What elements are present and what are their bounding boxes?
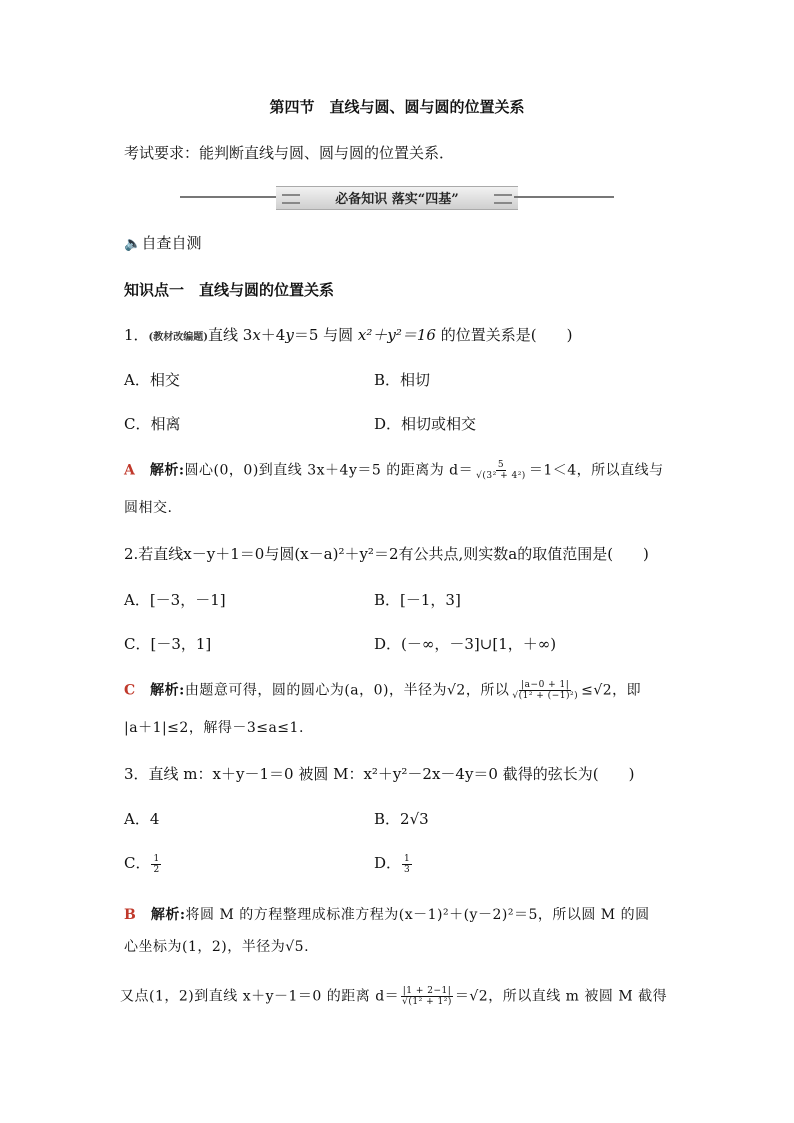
question-1-option-c: C．相离 (124, 415, 181, 433)
question-2-solution: C 解析:由题意可得，圆的圆心为(a，0)，半径为√2，所以 $\frac{|a-0 + 1|}{\text{√(1² + (−1)²)}}$ ≤√2，即 (124, 680, 642, 701)
question-3-stem: 3．直线 m：x＋y－1＝0 被圆 M：x²＋y²－2x－4y＝0 截得的弦长为( ) (124, 765, 635, 783)
question-3-option-c: C． $\frac{1}{2}$ (124, 853, 160, 875)
fraction: $\frac{|1 + 2-1|}{\text{√(1² + 1²)}}$ (402, 986, 452, 1007)
question-2-stem: 2.若直线x－y＋1＝0与圆(x－a)²＋y²＝2有公共点,则实数a的取值范围是( ) (124, 545, 649, 563)
fraction: $\frac{|a-0 + 1|}{\text{√(1² + (−1)²)}}$ (512, 680, 579, 701)
banner-text: 必备知识 落实“四基” (335, 192, 459, 207)
question-1-option-a: A．相交 (124, 371, 180, 389)
self-check-heading: 🔈自查自测 (124, 234, 202, 252)
question-tag: (教材改编题) (148, 332, 209, 343)
question-2-option-b: B．[－1，3] (374, 591, 461, 609)
question-3-solution-cont: 心坐标为(1，2)，半径为√5. (124, 939, 310, 955)
fraction: $\frac{5}{\text{√(3² + 4²)}}$ (476, 460, 526, 481)
question-2-option-a: A．[－3，－1] (124, 591, 226, 609)
answer-letter: C (124, 682, 136, 699)
section-banner (180, 186, 614, 208)
question-1-solution-cont: 圆相交. (124, 500, 173, 516)
question-2-solution-cont: |a＋1|≤2，解得－3≤a≤1. (124, 720, 304, 736)
question-3-option-d: D． $\frac{1}{3}$ (374, 853, 410, 875)
question-3-solution: B 解析:将圆 M 的方程整理成标准方程为(x－1)²＋(y－2)²＝5，所以圆 M 的圆 (124, 907, 650, 923)
question-2-option-d: D．(－∞，－3]∪[1，＋∞) (374, 635, 557, 653)
exam-requirement: 考试要求：能判断直线与圆、圆与圆的位置关系． (124, 144, 455, 162)
fraction: $\frac{1}{2}$ (153, 853, 160, 875)
answer-letter: B (124, 907, 137, 923)
question-1-option-d: D．相切或相交 (374, 415, 477, 433)
question-2-option-c: C．[－3，1] (124, 635, 212, 653)
answer-letter: A (124, 462, 136, 479)
speaker-icon: 🔈 (124, 236, 142, 252)
question-3-option-b: B．2√3 (374, 810, 429, 828)
question-1-solution: A 解析:圆心(0，0)到直线 3x＋4y＝5 的距离为 d＝ $\frac{5}{\text{√(3² + 4²)}}$ ＝1＜4，所以直线与 (124, 460, 664, 481)
question-3-option-a: A．4 (124, 810, 160, 828)
section-title: 第四节 直线与圆、圆与圆的位置关系 (269, 98, 525, 116)
question-1-stem: 1．(教材改编题)直线 3x＋4y＝5 与圆 x²＋y²＝16 的位置关系是( ) (124, 326, 573, 344)
topic-heading: 知识点一 直线与圆的位置关系 (124, 281, 335, 299)
fraction: $\frac{1}{3}$ (404, 853, 410, 875)
question-3-solution-cont-2: 又点(1，2)到直线 x＋y－1＝0 的距离 d＝ $\frac{|1 + 2-1|}{\text{√(1² + 1²)}}$ ＝√2，所以直线 m 被圆 M 截得 (120, 986, 668, 1007)
question-1-option-b: B．相切 (374, 371, 431, 389)
